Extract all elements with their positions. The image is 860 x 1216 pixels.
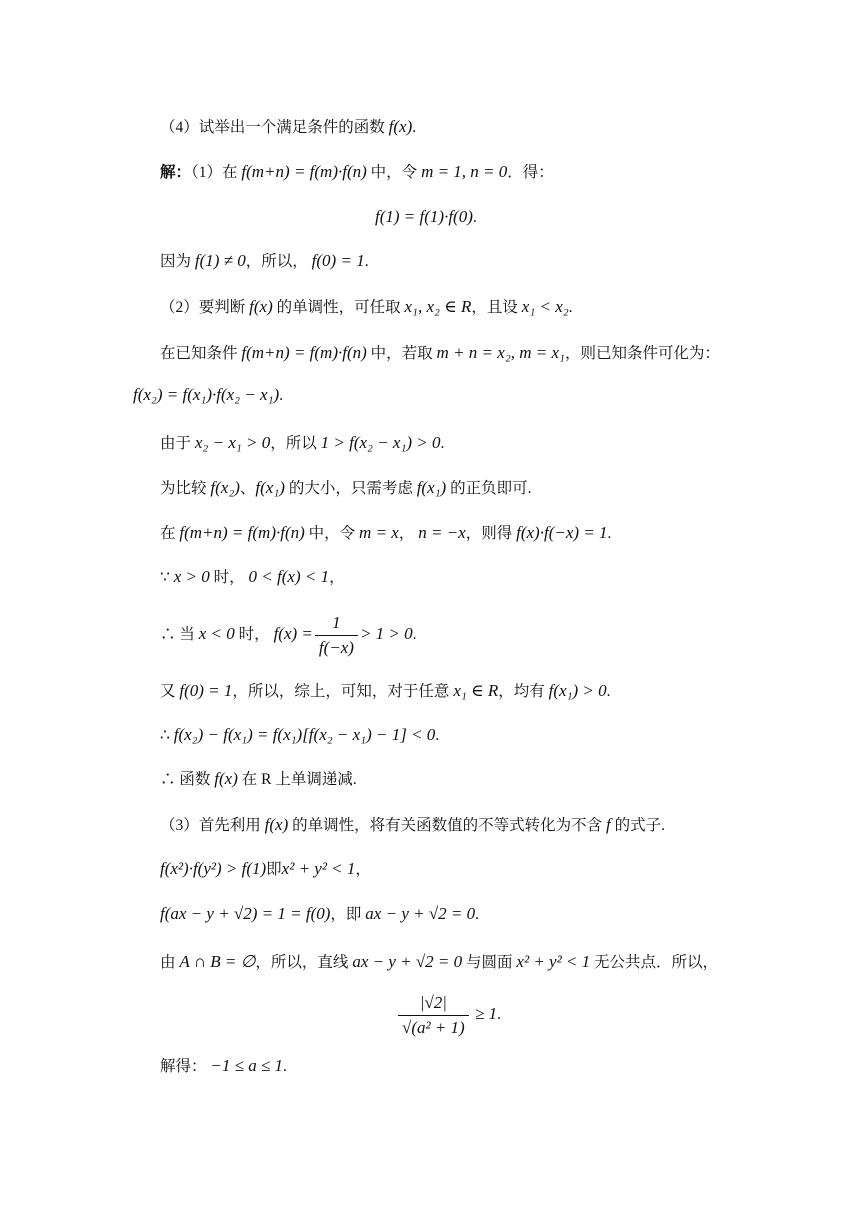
text-run: ， bbox=[355, 861, 371, 878]
math-expression: −1 ≤ a ≤ 1 bbox=[210, 1056, 284, 1075]
text-run: 由 bbox=[160, 954, 180, 971]
text-run: 中，若取 bbox=[366, 345, 437, 362]
math-expression: f(x₁) bbox=[255, 478, 285, 497]
text-run: 时， bbox=[209, 569, 249, 586]
math-expression: f(x) bbox=[264, 815, 289, 834]
text-run: ，均有 bbox=[498, 683, 549, 700]
math-expression: f(m+n) = f(m)·f(n) bbox=[241, 343, 367, 362]
text-run: . bbox=[279, 387, 284, 404]
math-expression: ≥ 1 bbox=[470, 1004, 498, 1024]
distance-inequality bbox=[396, 992, 501, 1039]
fraction-denominator: f(−x) bbox=[318, 638, 354, 657]
solution-line bbox=[160, 903, 479, 926]
solution-line bbox=[160, 477, 531, 500]
math-expression: f(m+n) = f(m)·f(n) bbox=[241, 162, 367, 181]
text-run: （4）试举出一个满足条件的函数 bbox=[160, 119, 389, 136]
text-run: 的单调性，将有关函数值的不等式转化为不含 bbox=[288, 817, 606, 834]
text-run: 中，令 bbox=[304, 525, 360, 542]
math-expression: f(x) bbox=[249, 297, 273, 316]
text-run: ，所以，直线 bbox=[255, 954, 353, 971]
text-run: 、 bbox=[239, 480, 256, 497]
math-expression: f(m+n) = f(m)·f(n) bbox=[179, 523, 305, 542]
fraction-numerator: 1 bbox=[315, 612, 358, 636]
text-run: 在已知条件 bbox=[160, 345, 242, 362]
text-run: ．得： bbox=[507, 164, 554, 181]
solution-line bbox=[160, 768, 357, 791]
math-expression: 0 < f(x) < 1 bbox=[248, 567, 330, 586]
text-run: 的单调性，可任取 bbox=[272, 299, 405, 316]
solution-line bbox=[160, 566, 345, 589]
math-expression: f(ax − y + √2) = 1 = f(0) bbox=[160, 904, 331, 923]
text-run: ， bbox=[398, 525, 419, 542]
solution-line bbox=[160, 296, 573, 319]
solution-line bbox=[375, 206, 477, 229]
text-run: ∴ 当 bbox=[160, 626, 199, 644]
math-expression: n = −x bbox=[418, 523, 466, 542]
math-expression: f(x) bbox=[388, 117, 413, 136]
math-expression: 1 > f(x₂ − x₁) > 0 bbox=[320, 433, 441, 452]
text-run: 的式子. bbox=[610, 817, 665, 834]
text-run: 为比较 bbox=[160, 480, 211, 497]
text-run: . bbox=[472, 209, 477, 226]
text-run: 解： bbox=[160, 164, 192, 181]
math-expression: m = 1, n = 0 bbox=[421, 162, 508, 181]
math-expression: x₁ < x₂ bbox=[521, 297, 569, 316]
fraction bbox=[315, 612, 358, 659]
text-run: . bbox=[606, 683, 611, 700]
text-run: （3）首先利用 bbox=[160, 817, 265, 834]
math-expression: f(x) bbox=[214, 769, 238, 788]
math-expression: x² + y² < 1 bbox=[516, 952, 591, 971]
solution-line bbox=[160, 814, 665, 837]
math-expression: x₁ ∈ R bbox=[453, 681, 499, 700]
solution-line bbox=[160, 522, 611, 545]
text-run: 时， bbox=[234, 626, 274, 644]
text-run: 解得： bbox=[160, 1058, 211, 1075]
solution-line bbox=[160, 250, 369, 273]
math-expression: f bbox=[606, 815, 611, 834]
text-run: . bbox=[283, 1058, 287, 1075]
text-run: 在 R 上单调递减. bbox=[237, 771, 357, 788]
math-expression: f(1) ≠ 0 bbox=[194, 251, 246, 270]
solution-line bbox=[160, 858, 371, 881]
solution-line bbox=[160, 161, 554, 184]
text-run: ， bbox=[329, 569, 345, 586]
text-run: ∴ 函数 bbox=[160, 771, 215, 788]
solution-line bbox=[160, 724, 439, 747]
math-expression: f(x) = bbox=[273, 624, 313, 644]
math-expression: x₁, x₂ ∈ R bbox=[404, 297, 472, 316]
text-run: （2）要判断 bbox=[160, 299, 250, 316]
fraction-denominator: √(a² + 1) bbox=[402, 1018, 465, 1037]
math-expression: m + n = x₂, m = x₁ bbox=[436, 343, 565, 362]
solution-line bbox=[160, 116, 416, 139]
text-run: ∴ bbox=[160, 727, 174, 744]
solution-line bbox=[160, 951, 718, 974]
text-run: 中，令 bbox=[366, 164, 422, 181]
final-answer-line bbox=[160, 1055, 287, 1078]
math-expression: f(x₂) = f(x₁)·f(x₂ − x₁) bbox=[133, 385, 280, 404]
text-run: 在 bbox=[160, 525, 180, 542]
text-run: 又 bbox=[160, 683, 180, 700]
text-run: . bbox=[497, 1006, 501, 1024]
text-run: . bbox=[440, 435, 445, 452]
text-run: 的正负即可. bbox=[446, 480, 532, 497]
math-expression: f(x₂) bbox=[210, 478, 240, 497]
math-expression: > 1 > 0 bbox=[359, 624, 413, 644]
text-run: . bbox=[568, 299, 573, 316]
math-expression: f(0) = 1 bbox=[179, 681, 233, 700]
text-run: 即 bbox=[266, 861, 282, 878]
text-run: ∵ bbox=[160, 569, 174, 586]
fraction-numerator: |√2| bbox=[398, 992, 469, 1016]
math-expression: f(1) = f(1)·f(0) bbox=[375, 207, 473, 226]
math-expression: x > 0 bbox=[173, 567, 210, 586]
math-expression: f(x)·f(−x) = 1 bbox=[516, 523, 608, 542]
text-run: ，则得 bbox=[465, 525, 517, 542]
text-run: 无公共点．所以， bbox=[590, 954, 719, 971]
text-run: ，所以 bbox=[270, 435, 321, 452]
math-expression: ax − y + √2 = 0 bbox=[365, 904, 476, 923]
math-expression: x² + y² < 1 bbox=[281, 859, 356, 878]
text-run: 与圆面 bbox=[462, 954, 517, 971]
text-run: ，即 bbox=[330, 906, 366, 923]
text-run: 因为 bbox=[160, 253, 195, 270]
math-expression: f(x₁) > 0 bbox=[548, 681, 607, 700]
math-expression: f(x²)·f(y²) > f(1) bbox=[160, 859, 267, 878]
text-run: . bbox=[607, 525, 612, 542]
solution-line bbox=[133, 384, 283, 407]
math-expression: f(0) = 1 bbox=[311, 251, 365, 270]
text-run: 的大小，只需考虑 bbox=[284, 480, 417, 497]
text-run: （1）在 bbox=[191, 164, 242, 181]
solution-line bbox=[160, 680, 611, 703]
text-run: ，所以，综上，可知，对于任意 bbox=[232, 683, 454, 700]
math-expression: x < 0 bbox=[198, 624, 235, 644]
math-expression: x₂ − x₁ > 0 bbox=[194, 433, 271, 452]
fraction bbox=[398, 992, 469, 1039]
solution-line bbox=[160, 432, 444, 455]
solution-line bbox=[160, 342, 720, 365]
math-expression: f(x₁) bbox=[416, 478, 447, 497]
solution-line-fraction bbox=[160, 612, 417, 659]
text-run: ，则已知条件可化为： bbox=[564, 345, 720, 362]
text-run: . bbox=[475, 906, 480, 923]
math-expression: f(x₂) − f(x₁) = f(x₁)[f(x₂ − x₁) − 1] < 0 bbox=[173, 725, 436, 744]
text-run: . bbox=[412, 626, 417, 644]
text-run: . bbox=[364, 253, 369, 270]
math-expression: A ∩ B = ∅ bbox=[179, 952, 256, 971]
text-run: . bbox=[412, 119, 417, 136]
math-expression: ax − y + √2 = 0 bbox=[352, 952, 463, 971]
text-run: . bbox=[435, 727, 440, 744]
math-expression: m = x bbox=[359, 523, 399, 542]
text-run: 由于 bbox=[160, 435, 195, 452]
text-run: ，所以， bbox=[245, 253, 312, 270]
text-run: ，且设 bbox=[471, 299, 522, 316]
